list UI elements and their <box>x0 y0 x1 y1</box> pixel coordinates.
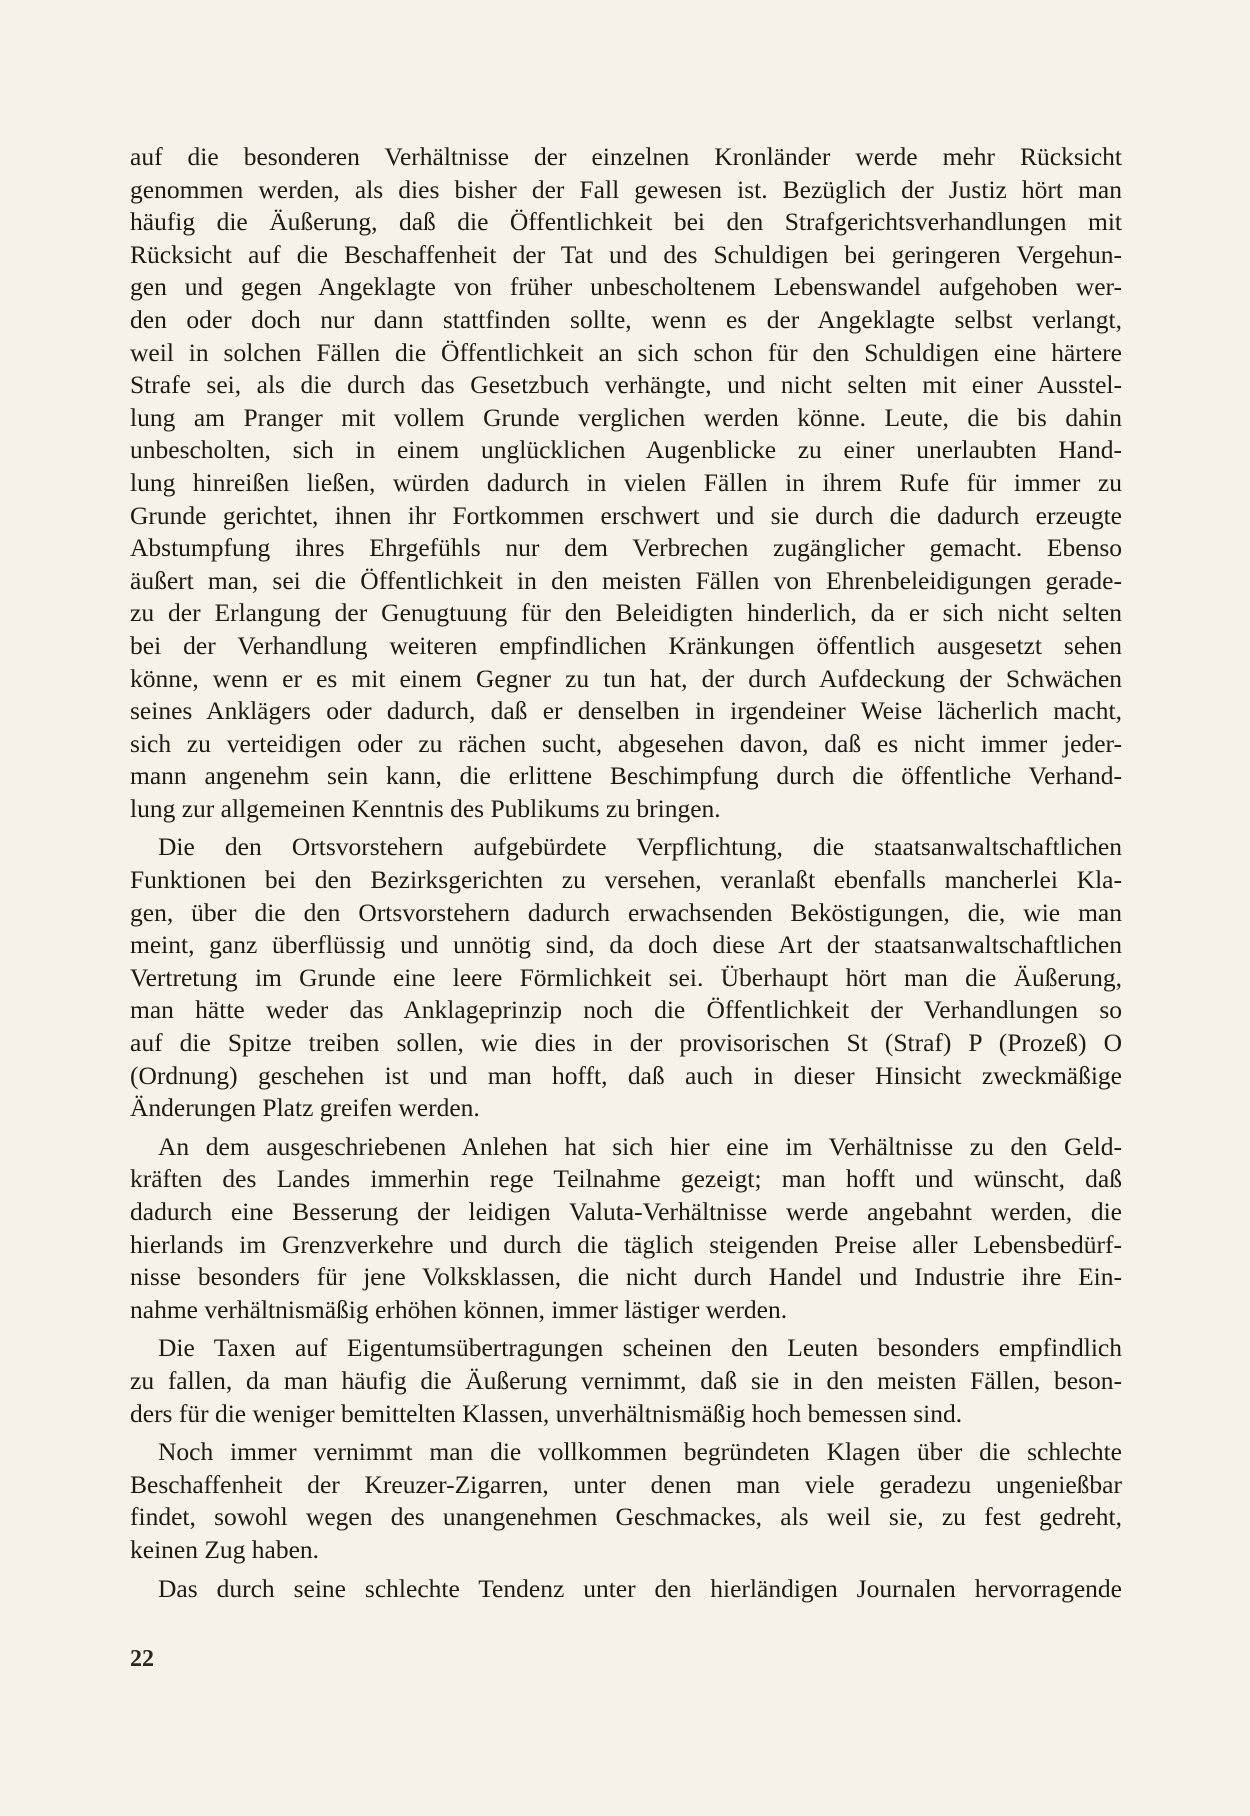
text-line: Änderungen Platz greifen werden. <box>130 1093 480 1123</box>
text-line: Vertretung im Grunde eine leere Förmlichkeit sei. Überhaupt hört man die Äußerung, <box>130 962 1122 992</box>
text-line: zu fallen, da man häufig die Äußerung vernimmt, daß sie in den meisten Fällen, beson- <box>130 1365 1122 1395</box>
text-line: nisse besonders für jene Volksklassen, die nicht durch Handel und Industrie ihre Ein- <box>130 1262 1122 1292</box>
text-line: gen und gegen Angeklagte von früher unbescholtenem Lebenswandel aufgehoben wer- <box>130 272 1122 302</box>
text-line: sich zu verteidigen oder zu rächen sucht, abgesehen davon, daß es nicht immer jeder- <box>130 728 1122 758</box>
page-number: 22 <box>130 1646 154 1672</box>
body-text <box>130 141 1122 1605</box>
text-line: (Ordnung) geschehen ist und man hofft, daß auch in dieser Hinsicht zweckmäßige <box>130 1060 1122 1090</box>
text-line: kräften des Landes immerhin rege Teilnahme gezeigt; man hofft und wünscht, daß <box>130 1164 1122 1194</box>
text-line: weil in solchen Fällen die Öffentlichkeit an sich schon für den Schuldigen eine härtere <box>130 337 1122 367</box>
text-line: seines Anklägers oder dadurch, daß er denselben in irgendeiner Weise lächerlich macht, <box>130 696 1122 726</box>
text-line: Die Taxen auf Eigentumsübertragungen scheinen den Leuten besonders empfindlich <box>158 1333 1122 1363</box>
text-line: lung am Pranger mit vollem Grunde verglichen werden könne. Leute, die bis dahin <box>130 402 1122 432</box>
text-line: Grunde gerichtet, ihnen ihr Fortkommen erschwert und sie durch die dadurch erzeugte <box>130 500 1122 530</box>
text-line: hierlands im Grenzverkehre und durch die täglich steigenden Preise aller Lebensbedürf- <box>130 1229 1122 1259</box>
text-line: Strafe sei, als die durch das Gesetzbuch verhängte, und nicht selten mit einer Ausstel- <box>130 370 1122 400</box>
text-line: lung zur allgemeinen Kenntnis des Publikums zu bringen. <box>130 793 721 823</box>
text-line: ders für die weniger bemittelten Klassen, unverhältnismäßig hoch bemessen sind. <box>130 1398 963 1428</box>
text-line: könne, wenn er es mit einem Gegner zu tun hat, der durch Aufdeckung der Schwächen <box>130 663 1122 693</box>
text-line: auf die Spitze treiben sollen, wie dies in der provisorischen St (Straf) P (Prozeß) O <box>130 1028 1122 1058</box>
text-line: Das durch seine schlechte Tendenz unter den hierländigen Journalen hervorragende <box>158 1573 1122 1603</box>
text-line: äußert man, sei die Öffentlichkeit in den meisten Fällen von Ehrenbeleidigungen gerade- <box>130 565 1122 595</box>
text-line: Die den Ortsvorstehern aufgebürdete Verpflichtung, die staatsanwaltschaftlichen <box>158 832 1122 862</box>
text-line: mann angenehm sein kann, die erlittene Beschimpfung durch die öffentliche Verhand- <box>130 761 1122 791</box>
text-line: Noch immer vernimmt man die vollkommen begründeten Klagen über die schlechte <box>158 1437 1122 1467</box>
text-line: Abstumpfung ihres Ehrgefühls nur dem Verbrechen zugänglicher gemacht. Ebenso <box>130 533 1122 563</box>
text-line: den oder doch nur dann stattfinden sollte, wenn es der Angeklagte selbst verlangt, <box>130 304 1122 334</box>
text-line: An dem ausgeschriebenen Anlehen hat sich hier eine im Verhältnisse zu den Geld- <box>158 1131 1122 1161</box>
text-line: nahme verhältnismäßig erhöhen können, immer lästiger werden. <box>130 1294 788 1324</box>
text-line: auf die besonderen Verhältnisse der einzelnen Kronländer werde mehr Rücksicht <box>130 142 1122 171</box>
text-line: unbescholten, sich in einem unglücklichen Augenblicke zu einer unerlaubten Hand- <box>130 435 1122 465</box>
text-line: Rücksicht auf die Beschaffenheit der Tat und des Schuldigen bei geringeren Vergehun- <box>130 239 1122 269</box>
text-line: lung hinreißen ließen, würden dadurch in vielen Fällen in ihrem Rufe für immer zu <box>130 467 1122 497</box>
text-line: bei der Verhandlung weiteren empfindlichen Kränkungen öffentlich ausgesetzt sehen <box>130 630 1122 660</box>
text-line: zu der Erlangung der Genugtuung für den Beleidigten hinderlich, da er sich nicht selten <box>130 598 1122 628</box>
text-line: Beschaffenheit der Kreuzer-Zigarren, unter denen man viele geradezu ungenießbar <box>130 1469 1122 1499</box>
text-line: genommen werden, als dies bisher der Fall gewesen ist. Bezüglich der Justiz hört man <box>130 174 1122 204</box>
text-line: findet, sowohl wegen des unangenehmen Geschmackes, als weil sie, zu fest gedreht, <box>130 1502 1122 1532</box>
text-line: häufig die Äußerung, daß die Öffentlichkeit bei den Strafgerichtsverhandlungen mit <box>130 207 1122 237</box>
text-line: gen, über die den Ortsvorstehern dadurch erwachsenden Beköstigungen, die, wie man <box>130 897 1122 927</box>
text-line: dadurch eine Besserung der leidigen Valuta-Verhältnisse werde angebahnt werden, die <box>130 1197 1122 1226</box>
text-line: meint, ganz überflüssig und unnötig sind, da doch diese Art der staatsanwaltschaftlichen <box>130 930 1122 960</box>
text-line: keinen Zug haben. <box>130 1534 320 1564</box>
text-line: Funktionen bei den Bezirksgerichten zu versehen, veranlaßt ebenfalls mancherlei Kla- <box>130 865 1122 895</box>
text-line: man hätte weder das Anklageprinzip noch die Öffentlichkeit der Verhandlungen so <box>130 995 1122 1025</box>
